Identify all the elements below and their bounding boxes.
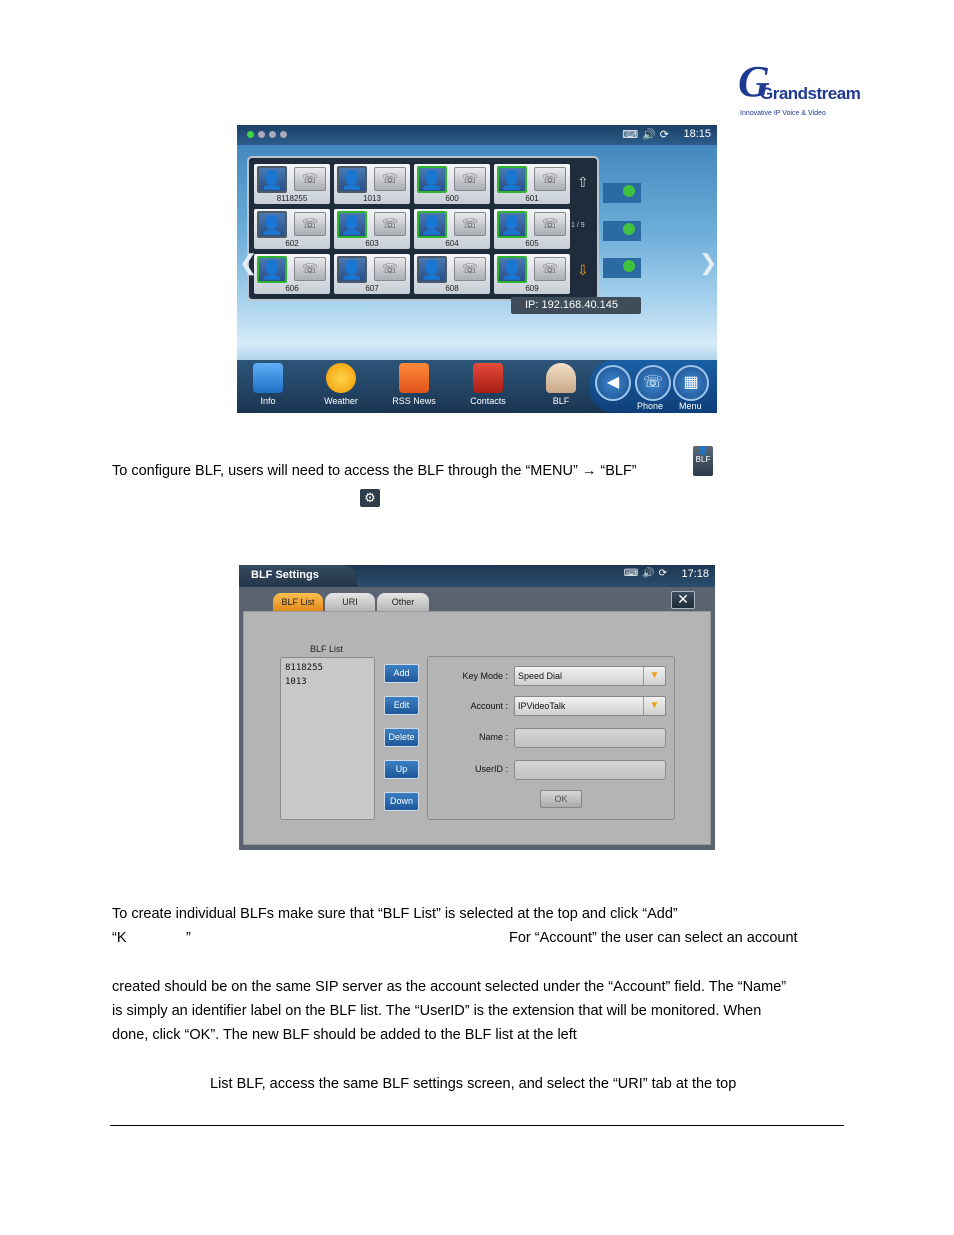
phone-icon: ☏ [374,212,406,236]
presence-strip [603,221,641,241]
weather-icon [326,363,356,393]
presence-strip [603,258,641,278]
phone-icon: ☏ [374,257,406,281]
blf-key[interactable]: 👤 ☏ 1013 [334,164,410,204]
user-icon: 👤 [417,211,447,238]
paragraph-text: created should be on the same SIP server as the account selected under the “Account” field. The “Name” [112,979,787,995]
user-icon: 👤 [417,166,447,193]
status-dots [247,131,287,138]
window-title: BLF Settings [239,565,357,587]
dock-info[interactable]: Info [237,360,304,413]
phone-icon: ☏ [294,167,326,191]
blf-icon: 👤 BLF [693,446,713,476]
paragraph-text: List BLF, access the same BLF settings screen, and select the “URI” tab at the top [210,1076,737,1092]
up-button[interactable]: Up [384,760,419,779]
tab-blf-list[interactable]: BLF List [273,593,323,611]
phone-home-screenshot [237,125,717,413]
phone-icon: ☏ [374,167,406,191]
chevron-right-icon[interactable]: ❯ [699,250,717,275]
status-icons: ⌨🔊⟳ [622,129,673,141]
name-input[interactable] [514,728,666,748]
dock-rss-news[interactable]: RSS News [378,360,450,413]
footer-divider [110,1125,844,1126]
status-bar [237,125,717,145]
dock-weather[interactable]: Weather [305,360,377,413]
user-icon: 👤 [257,211,287,238]
blf-key[interactable]: 👤 ☏ 8118255 [254,164,330,204]
dock-right-controls: ◀ ☏ ▦ Phone Menu [589,360,717,413]
blf-key[interactable]: 👤 ☏ 602 [254,209,330,249]
status-time: 17:18 [681,568,709,580]
rss-icon [399,363,429,393]
blf-settings-screenshot [239,565,715,850]
contacts-icon [473,363,503,393]
account-select[interactable]: IPVideoTalk ▼ [514,696,666,716]
blf-entry-form [427,656,675,820]
blf-key[interactable]: 👤 ☏ 603 [334,209,410,249]
blf-key[interactable]: 👤 ☏ 608 [414,254,490,294]
user-icon: 👤 [497,211,527,238]
name-label: Name : [478,732,508,742]
blf-key[interactable]: 👤 ☏ 600 [414,164,490,204]
gear-icon: ⚙ [360,489,380,507]
ok-button[interactable]: OK [540,790,582,808]
paragraph-text: To configure BLF, users will need to access the BLF through the “MENU” → “BLF” [112,463,637,479]
blf-list-label: BLF List [310,644,344,654]
paragraph-text: To create individual BLFs make sure that “BLF List” is selected at the top and click “Add” [112,906,678,922]
blf-key[interactable]: 👤 ☏ 606 [254,254,330,294]
edit-button[interactable]: Edit [384,696,419,715]
phone-icon: ☏ [534,257,566,281]
blf-key[interactable]: 👤 ☏ 607 [334,254,410,294]
back-icon[interactable]: ◀ [595,365,631,401]
list-item[interactable]: 8118255 [285,663,323,673]
info-icon [253,363,283,393]
page-indicator: 1 / 9 [571,222,585,229]
user-icon: 👤 [337,211,367,238]
chevron-left-icon[interactable]: ❮ [239,250,258,275]
status-time: 18:15 [683,128,711,140]
ip-address-label: IP: 192.168.40.145 [511,297,641,314]
menu-grid-icon[interactable]: ▦ [673,365,709,401]
chevron-down-icon: ▼ [643,667,665,685]
dock-blf[interactable]: BLF [525,360,597,413]
user-icon: 👤 [497,166,527,193]
phone-icon: ☏ [534,212,566,236]
presence-strip [603,183,641,203]
add-button[interactable]: Add [384,664,419,683]
list-item[interactable]: 1013 [285,677,307,687]
userid-label: UserID : [474,764,508,774]
user-icon: 👤 [337,256,367,283]
close-icon[interactable]: ✕ [671,591,695,609]
key-mode-label: Key Mode : [462,671,508,681]
phone-icon: ☏ [454,212,486,236]
paragraph-text: For “Account” the user can select an account [509,930,798,946]
phone-icon: ☏ [534,167,566,191]
blf-key[interactable]: 👤 ☏ 604 [414,209,490,249]
blf-panel [247,156,599,301]
phone-icon: ☏ [294,212,326,236]
blf-user-icon [546,363,576,393]
paragraph-text: is simply an identifier label on the BLF list. The “UserID” is the extension that will be monitored. When [112,1003,762,1019]
phone-icon[interactable]: ☏ [635,365,671,401]
key-mode-select[interactable]: Speed Dial ▼ [514,666,666,686]
delete-button[interactable]: Delete [384,728,419,747]
status-bar [239,565,715,587]
userid-input[interactable] [514,760,666,780]
chevron-down-icon: ▼ [643,697,665,715]
phone-icon: ☏ [454,257,486,281]
logo-tagline: Innovative IP Voice & Video [740,110,826,117]
arrow-down-icon[interactable]: ⇩ [577,262,589,278]
blf-listbox[interactable] [280,657,375,820]
status-icons: ⌨🔊⟳ [623,568,671,579]
down-button[interactable]: Down [384,792,419,811]
user-icon: 👤 [497,256,527,283]
paragraph-text: ” [186,930,191,946]
phone-icon: ☏ [294,257,326,281]
user-icon: 👤 [417,256,447,283]
blf-key[interactable]: 👤 ☏ 605 [494,209,570,249]
arrow-up-icon[interactable]: ⇧ [577,174,589,190]
blf-key[interactable]: 👤 ☏ 601 [494,164,570,204]
dock-contacts[interactable]: Contacts [452,360,524,413]
blf-key[interactable]: 👤 ☏ 609 [494,254,570,294]
paragraph-text: “K [112,930,127,946]
account-label: Account : [470,701,508,711]
tab-uri[interactable]: URI [325,593,375,611]
user-icon: 👤 [337,166,367,193]
user-icon: 👤 [257,166,287,193]
settings-body [243,611,711,845]
logo-mark: G [738,57,770,106]
tab-other[interactable]: Other [377,593,429,611]
logo-wordmark: Grandstream [760,84,861,103]
paragraph-text: done, click “OK”. The new BLF should be added to the BLF list at the left [112,1027,577,1043]
grandstream-logo [736,57,861,122]
user-icon: 👤 [257,256,287,283]
phone-icon: ☏ [454,167,486,191]
